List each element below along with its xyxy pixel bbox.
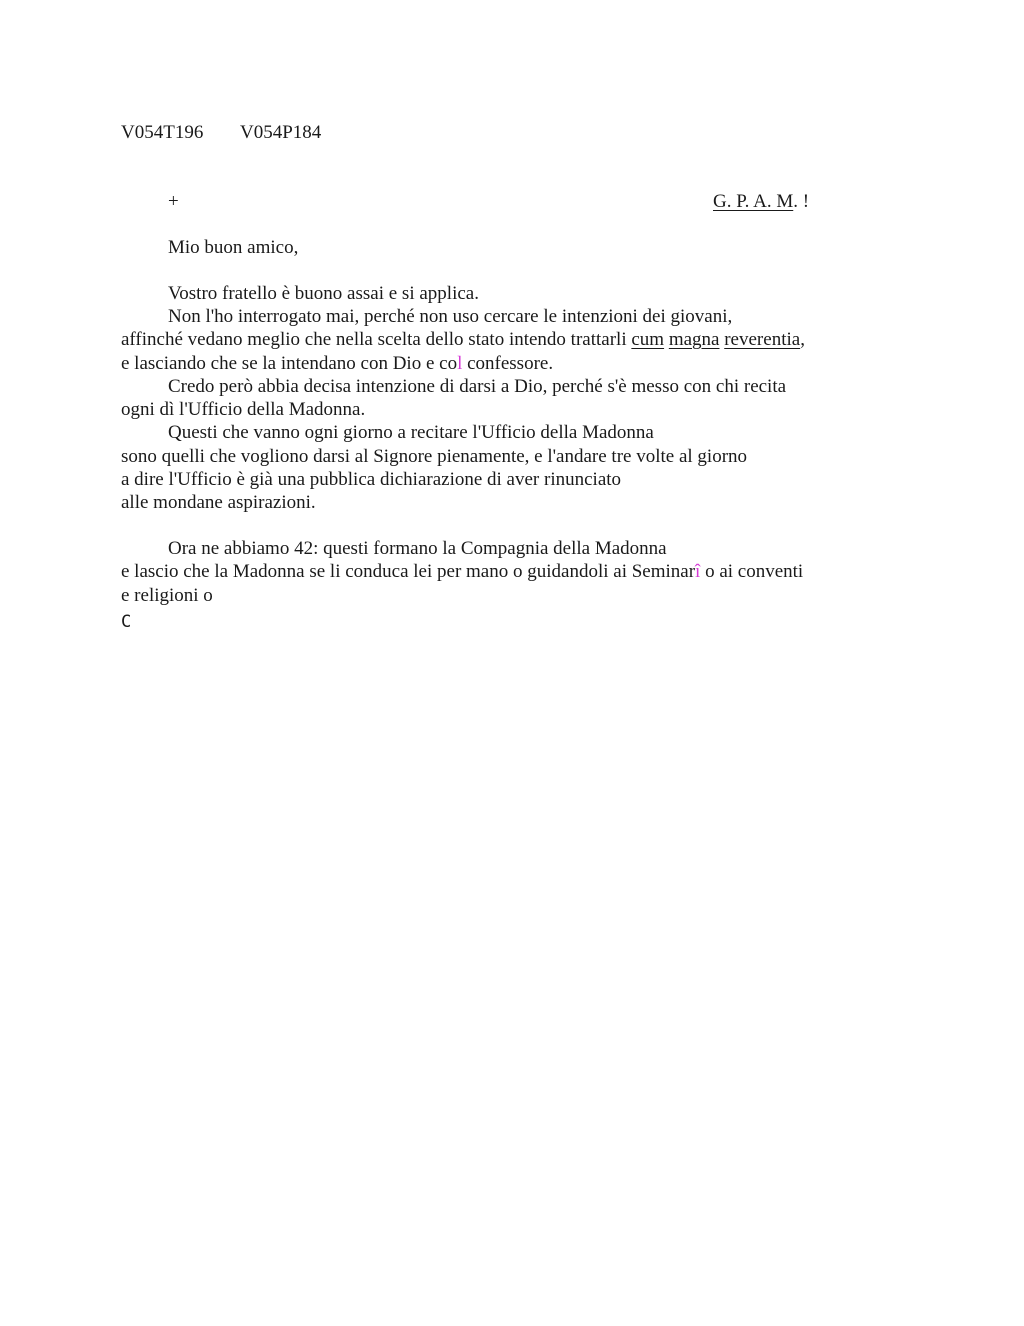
para1-line5: Credo però abbia decisa intenzione di darsi a Dio, perché s'è messo con chi recita xyxy=(168,376,787,397)
latin-word-magna: magna xyxy=(668,329,720,350)
initials-heading xyxy=(713,190,809,213)
para1-line7: Questi che vanno ogni giorno a recitare l'Ufficio della Madonna xyxy=(168,422,654,443)
para1-line8: sono quelli che vogliono darsi al Signore pienamente, e l'andare tre volte al giorno xyxy=(121,446,748,467)
para1-line4-text-a: e lasciando che se la intendano con Dio e co xyxy=(121,353,458,374)
para1-line2: Non l'ho interrogato mai, perché non uso cercare le intenzioni dei giovani, xyxy=(168,306,733,327)
para1-line10: alle mondane aspirazioni. xyxy=(121,492,316,513)
para2-line1: Ora ne abbiamo 42: questi formano la Compagnia della Madonna xyxy=(168,538,667,559)
para2-line2-text-a: e lascio che la Madonna se li conduca lei per mano o guidandoli ai Seminar xyxy=(121,561,696,582)
para1-line3 xyxy=(121,328,805,351)
latin-word-reverentia: reverentia xyxy=(724,329,801,350)
para1-line3-end: , xyxy=(800,329,805,350)
para2-line3: e religioni o xyxy=(121,585,213,606)
highlighted-letter: l xyxy=(457,353,463,374)
salutation: Mio buon amico, xyxy=(168,237,299,258)
ref-volume-page: V054P184 xyxy=(240,122,322,143)
initials-trail: . ! xyxy=(793,191,810,212)
para1-line1: Vostro fratello è buono assai e si applica. xyxy=(168,283,479,304)
para1-line4 xyxy=(121,352,553,375)
ref-volume-text: V054T196 xyxy=(121,122,204,143)
para2-line2 xyxy=(121,560,803,583)
initials-underlined: G. P. A. M xyxy=(713,191,794,212)
para1-line6: ogni dì l'Ufficio della Madonna. xyxy=(121,399,366,420)
para1-line4-text-b: confessore. xyxy=(462,353,554,374)
para2-line2-text-b: o ai conventi xyxy=(700,561,804,582)
latin-word-cum: cum xyxy=(631,329,665,350)
para1-line3-text: affinché vedano meglio che nella scelta dello stato intendo trattarli xyxy=(121,329,632,350)
highlighted-letter: î xyxy=(695,561,701,582)
continuation-marker: C xyxy=(121,612,132,632)
para1-line9: a dire l'Ufficio è già una pubblica dichiarazione di aver rinunciato xyxy=(121,469,622,490)
cross-mark: + xyxy=(168,191,179,212)
